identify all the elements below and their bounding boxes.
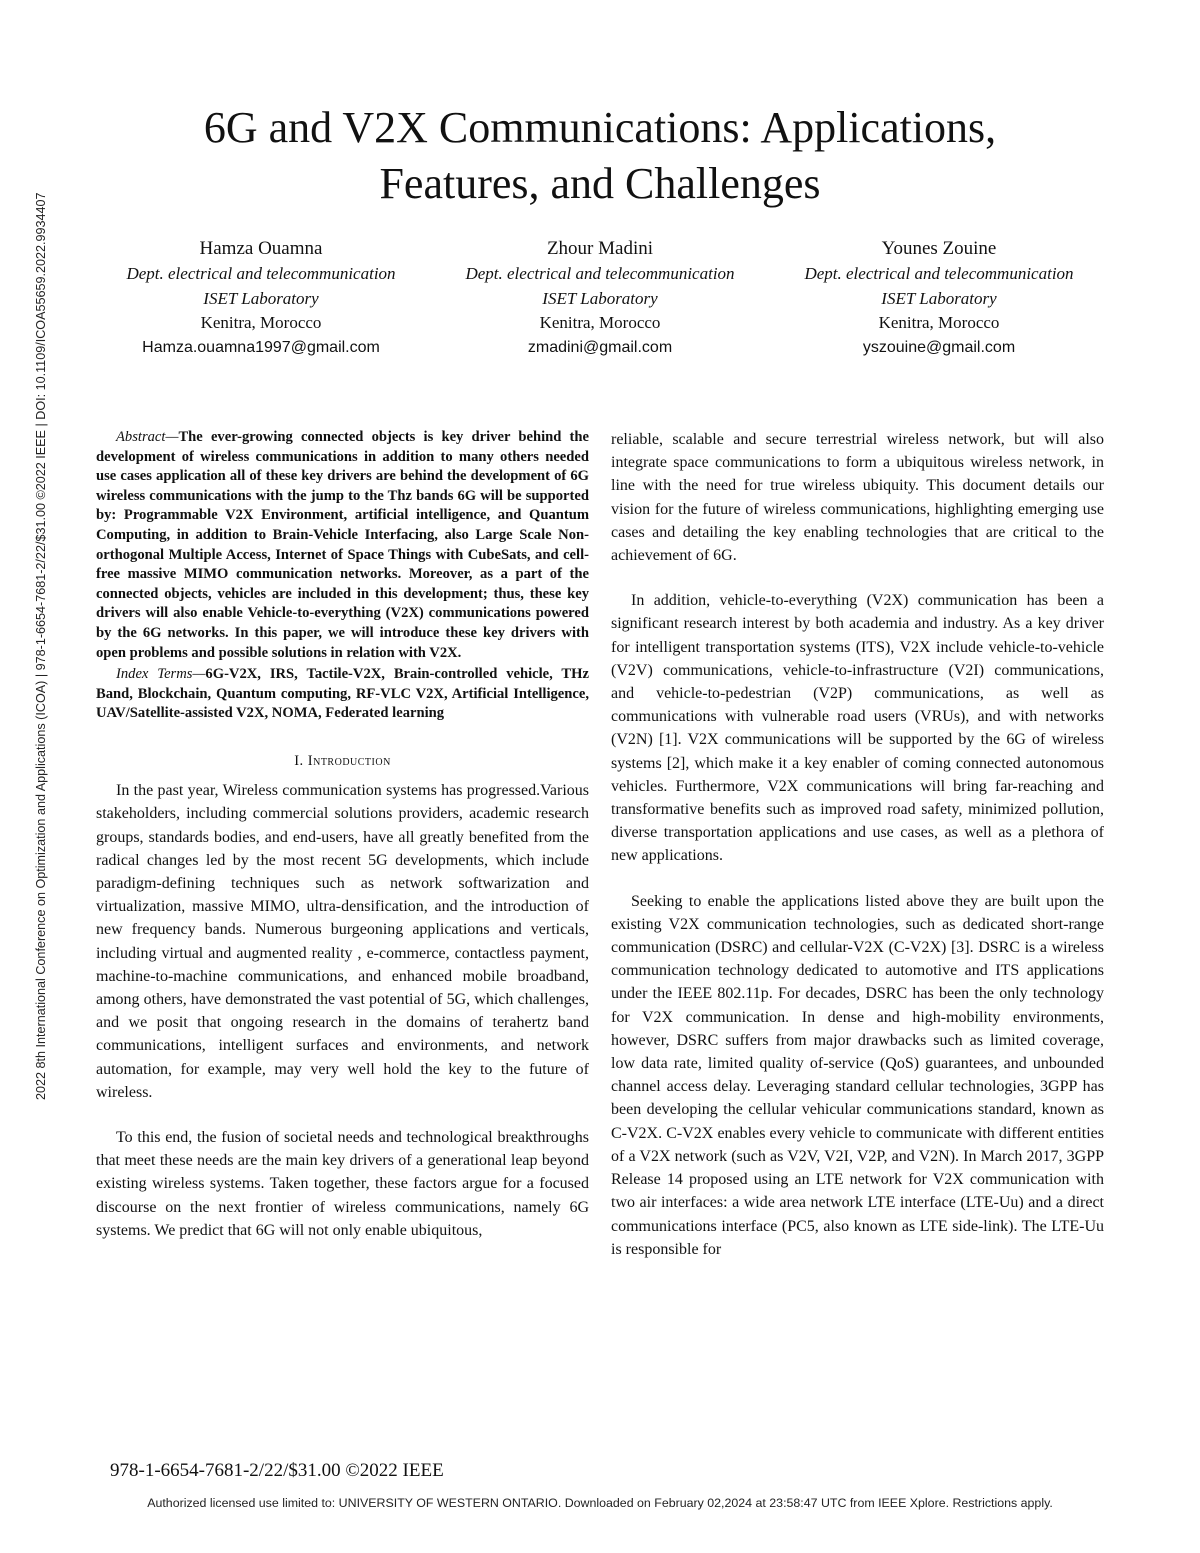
index-terms xyxy=(96,665,589,724)
author-lab: ISET Laboratory xyxy=(542,288,658,308)
author-name: Hamza Ouamna xyxy=(199,238,323,259)
title-line-2: Features, and Challenges xyxy=(379,159,821,208)
doi-sidebar: 2022 8th International Conference on Optimization and Applications (ICOA) | 978-1-6654-7681-2/22/$31.00 ©2022 IEEE | DOI: 10.1109/ICOA55659.2022.9934407 xyxy=(34,192,48,1100)
author-1 xyxy=(92,236,430,360)
left-column xyxy=(96,428,589,1242)
abstract xyxy=(96,428,589,663)
paragraph: In addition, vehicle-to-everything (V2X) communication has been a significant research interest by both academia and industry. As a key driver for intelligent transportation systems (ITS), V2X include vehicle-to-vehicle (V2V) communications, vehicle-to-infrastructure (V2I) communications, and vehicle-to-pedestrian (V2P) communications, as well as communications with vulnerable road users (VRUs), and with networks (V2N) [1]. V2X communications will be supported by the 6G of wireless systems [2], which make it a key enabler of coming connected autonomous vehicles. Furthermore, V2X communications will bring far-reaching and transformative benefits such as improved road safety, minimized pollution, diverse transportation applications and use cases, as well as a plethora of new applications. xyxy=(611,592,1104,865)
author-email[interactable]: zmadini@gmail.com xyxy=(527,338,673,356)
title-line-1: 6G and V2X Communications: Applications, xyxy=(203,103,997,152)
license-notice: Authorized licensed use limited to: UNIVERSITY OF WESTERN ONTARIO. Downloaded on February 02,2024 at 23:58:47 UTC from IEEE Xplore. Restrictions apply. xyxy=(147,1496,1053,1510)
author-name: Zhour Madini xyxy=(546,238,654,259)
author-location: Kenitra, Morocco xyxy=(539,313,661,332)
author-2 xyxy=(431,236,769,360)
author-lab: ISET Laboratory xyxy=(203,288,319,308)
paragraph: Seeking to enable the applications listed above they are built upon the existing V2X communication technologies, such as dedicated short-range communication (DSRC) and cellular-V2X (C-V2X) [3]. DSRC is a wireless communication technology dedicated to automotive and ITS applications under the IEEE 802.11p. For decades, DSRC has been the only technology for V2X communication. In dense and high-mobility environments, however, DSRC suffers from major drawbacks such as limited coverage, low data rate, limited quality of-service (QoS) guarantees, and unbounded channel access delay. Leveraging standard cellular technologies, 3GPP has been developing the cellular vehicular communications standard, known as C-V2X. C-V2X enables every vehicle to communicate with different entities of a V2X network (such as V2V, V2I, V2P, and V2N). In March 2017, 3GPP Release 14 proposed using an LTE network for V2X communication with two air interfaces: a wide area network LTE interface (LTE-Uu) and a direct communications interface (PC5, also known as LTE side-link). The LTE-Uu is responsible for xyxy=(611,892,1104,1258)
author-dept: Dept. electrical and telecommunication xyxy=(465,264,735,283)
author-location: Kenitra, Morocco xyxy=(878,313,1000,332)
index-terms-body: 6G-V2X, IRS, Tactile-V2X, Brain-controlled vehicle, THz Band, Blockchain, Quantum computing, RF-VLC V2X, Artificial Intelligence, UAV/Satellite-assisted V2X, NOMA, Federated learning xyxy=(96,666,589,722)
index-terms-lead: Index Terms— xyxy=(116,666,206,683)
author-email[interactable]: yszouine@gmail.com xyxy=(862,338,1016,356)
abstract-body: The ever-growing connected objects is key driver behind the development of wireless communications in addition to many others needed use cases application all of these key drivers are behind the development of 6G wireless communications with the jump to the Thz bands 6G will be supported by: Programmable V2X Environment, artificial intelligence, and Quantum Computing, in addition to Brain-Vehicle Interfacing, also Large Scale Non-orthogonal Multiple Access, Internet of Space Things with CubeSats, and cell-free massive MIMO communication networks. Moreover, as a part of the connected objects, vehicles are included in this development; thus, these key drivers will also enable Vehicle-to-everything (V2X) communications powered by the 6G networks. In this paper, we will introduce these key drivers with open problems and possible solutions in relation with V2X. xyxy=(96,429,589,661)
paragraph: In the past year, Wireless communication systems has progressed.Various stakeholders, including commercial solutions providers, academic research groups, standards bodies, and end-users, have all greatly benefited from the radical changes led by the most recent 5G developments, which include paradigm-defining techniques such as network softwarization and virtualization, massive MIMO, ultra-densification, and the introduction of new frequency bands. Numerous burgeoning applications and verticals, including virtual and augmented reality , e-commerce, contactless payment, machine-to-machine communications, and enhanced mobile broadband, among others, have demonstrated the vast potential of 5G, which challenges, and we posit that ongoing research in the domains of terahertz band communications, intelligent surfaces and environments, and network automation, for example, may very well hold the key to the future of wireless. xyxy=(96,782,589,1101)
paper-title xyxy=(100,100,1100,212)
author-lab: ISET Laboratory xyxy=(881,288,997,308)
author-block xyxy=(92,236,1108,360)
section-heading-introduction: I. Introduction xyxy=(294,752,391,769)
footer-copyright: 978-1-6654-7681-2/22/$31.00 ©2022 IEEE xyxy=(110,1460,444,1481)
author-3 xyxy=(770,236,1108,360)
paragraph: reliable, scalable and secure terrestrial wireless network, but will also integrate space communications to form a ubiquitous wireless network, in line with the need for true wireless ubiquity. This document details our vision for the future of wireless communications, highlighting emerging use cases and detailing the key enabling technologies that are critical to the achievement of 6G. xyxy=(611,431,1104,565)
author-name: Younes Zouine xyxy=(881,238,997,259)
author-dept: Dept. electrical and telecommunication xyxy=(804,264,1074,283)
author-email[interactable]: Hamza.ouamna1997@gmail.com xyxy=(142,338,380,356)
paragraph: To this end, the fusion of societal needs and technological breakthroughs that meet these needs are the main key drivers of a generational leap beyond existing wireless systems. Taken together, these factors argue for a focused discourse on the next frontier of wireless communications, namely 6G systems. We predict that 6G will not only enable ubiquitous, xyxy=(96,1128,589,1239)
right-column xyxy=(611,428,1104,1261)
author-dept: Dept. electrical and telecommunication xyxy=(126,264,396,283)
abstract-lead: Abstract— xyxy=(116,429,179,445)
author-location: Kenitra, Morocco xyxy=(200,313,322,332)
